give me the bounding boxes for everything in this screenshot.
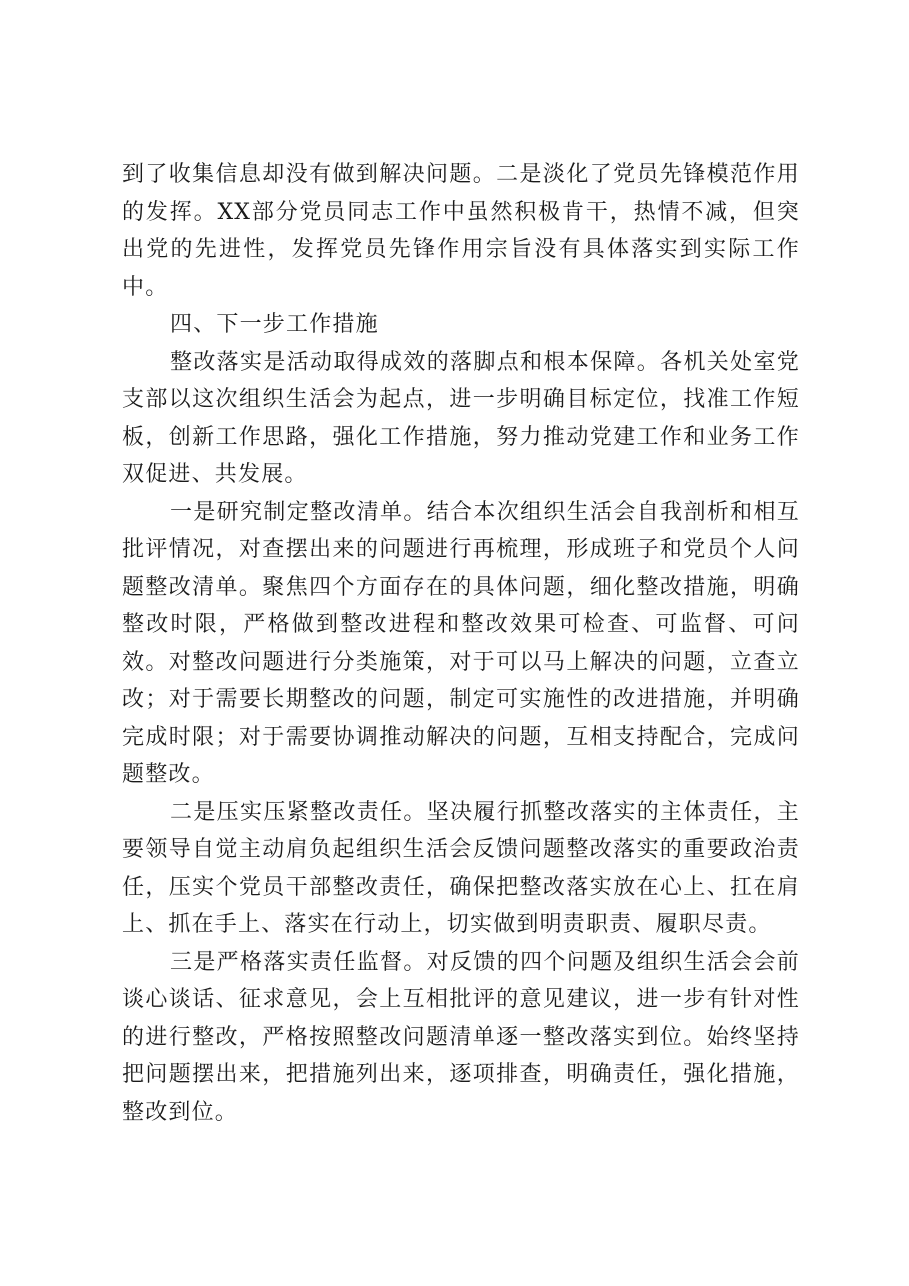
paragraph-measure-two: 二是压实压紧整改责任。坚决履行抓整改落实的主体责任，主要领导自觉主动肩负起组织生活会反馈问题整改落实的重要政治责任，压实个党员干部整改责任，确保把整改落实放在心上、扛在肩上、抓在手上、落实在行动上，切实做到明责职责、履职尽责。 xyxy=(122,799,800,937)
document-body xyxy=(122,156,800,1131)
paragraph-measure-one: 一是研究制定整改清单。结合本次组织生活会自我剖析和相互批评情况，对查摆出来的问题进行再梳理，形成班子和党员个人问题整改清单。聚焦四个方面存在的具体问题，细化整改措施，明确整改时限，严格做到整改进程和整改效果可检查、可监督、可问效。对整改问题进行分类施策，对于可以马上解决的问题，立查立改；对于需要长期整改的问题，制定可实施性的改进措施，并明确完成时限；对于需要协调推动解决的问题，互相支持配合，完成问题整改。 xyxy=(122,499,800,787)
paragraph-continuation: 到了收集信息却没有做到解决问题。二是淡化了党员先锋模范作用的发挥。XX部分党员同志工作中虽然积极肯干，热情不减，但突出党的先进性，发挥党员先锋作用宗旨没有具体落实到实际工作中。 xyxy=(122,162,800,300)
section-heading-next-steps: 四、下一步工作措施 xyxy=(170,312,379,337)
paragraph-rectification-intro: 整改落实是活动取得成效的落脚点和根本保障。各机关处室党支部以这次组织生活会为起点，进一步明确目标定位，找准工作短板，创新工作思路，强化工作措施，努力推动党建工作和业务工作双促进、共发展。 xyxy=(122,349,800,487)
paragraph-measure-three: 三是严格落实责任监督。对反馈的四个问题及组织生活会会前谈心谈话、征求意见，会上互相批评的意见建议，进一步有针对性的进行整改，严格按照整改问题清单逐一整改落实到位。始终坚持把问题摆出来，把措施列出来，逐项排查，明确责任，强化措施，整改到位。 xyxy=(122,949,800,1125)
